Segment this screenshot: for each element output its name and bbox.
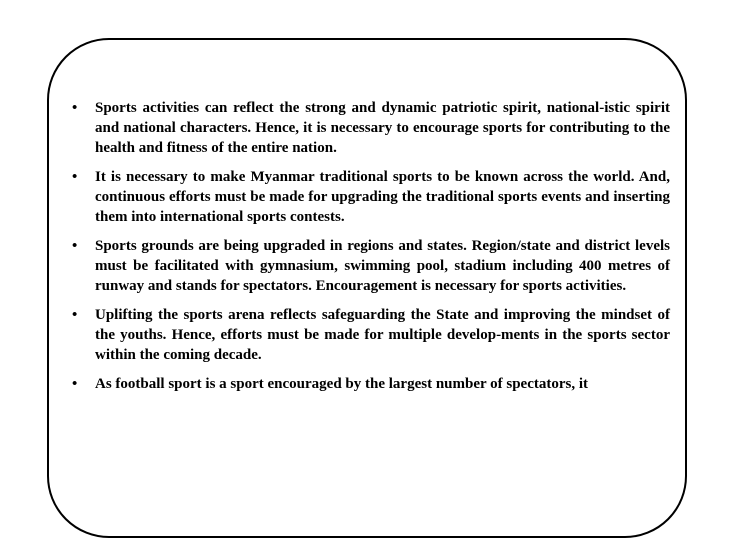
list-item [62, 305, 670, 365]
bullet-dot-icon: • [72, 100, 78, 116]
list-item [62, 98, 670, 158]
list-item [62, 167, 670, 227]
list-item-text: It is necessary to make Myanmar traditional sports to be known across the world. And, continuous efforts must be made for upgrading the traditional sports events and inserting them into international sports contests. [95, 169, 670, 225]
list-item [62, 236, 670, 296]
bullet-dot-icon: • [72, 169, 78, 185]
bullet-list [62, 98, 670, 403]
list-item [62, 374, 670, 394]
bullet-dot-icon: • [72, 307, 78, 323]
list-item-text: Sports activities can reflect the strong and dynamic patriotic spirit, national-istic spirit and national characters. Hence, it is necessary to encourage sports for contributing to the health and fitness of the entire nation. [95, 100, 670, 156]
list-item-text: Sports grounds are being upgraded in regions and states. Region/state and district levels must be facilitated with gymnasium, swimming pool, stadium including 400 metres of runway and stands for spectators. Encouragement is necessary for sports activities. [95, 238, 670, 294]
list-item-text: Uplifting the sports arena reflects safeguarding the State and improving the mindset of the youths. Hence, efforts must be made for multiple develop-ments in the sports sector within the coming decade. [95, 307, 670, 363]
bullet-dot-icon: • [72, 376, 78, 392]
list-item-text: As football sport is a sport encouraged by the largest number of spectators, it [95, 376, 589, 392]
bullet-dot-icon: • [72, 238, 78, 254]
